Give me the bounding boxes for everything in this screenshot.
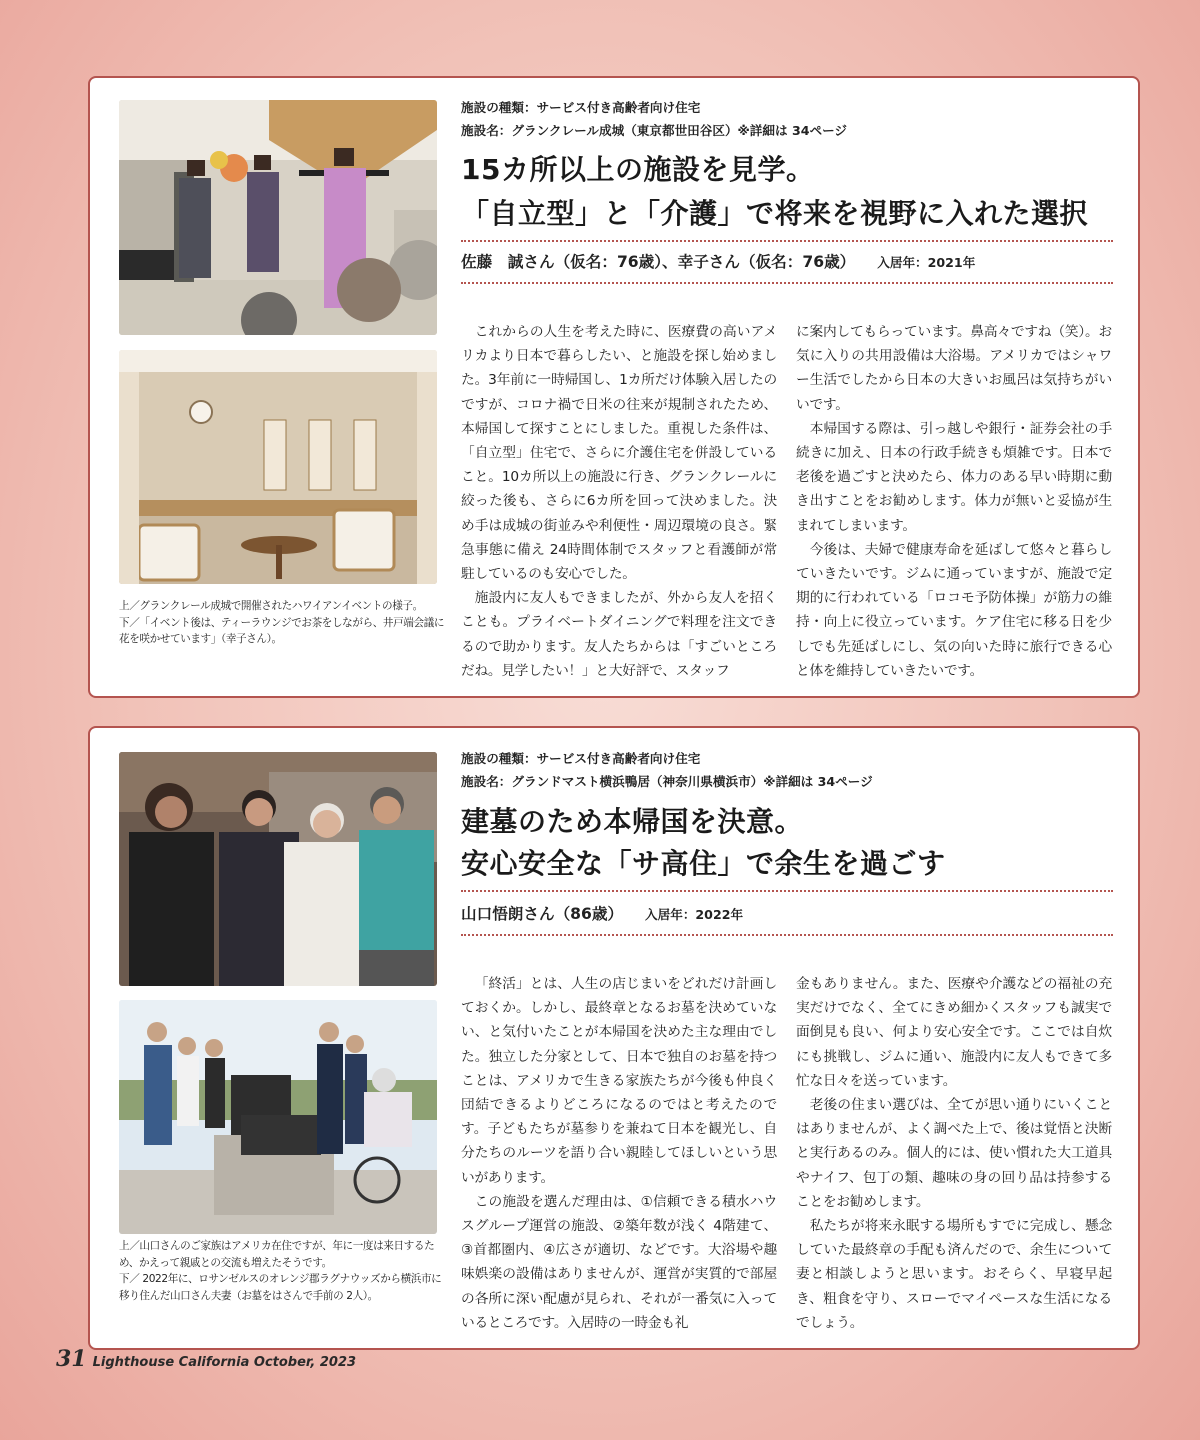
photo-caption: 上／山口さんのご家族はアメリカ在住ですが、年に一度は来日するため、かえって親戚との交流も増えたそうです。 下／ 2022年に、ロサンゼルスのオレンジ郡ラグナウッズから横浜市に移り住んだ山口さん夫妻（お墓をはさんで手前の 2人）。 [119,1240,442,1302]
resident-byline [461,902,743,924]
hawaiian-event-photo [119,100,437,335]
article-title-line1: 15カ所以上の施設を見学。 [461,153,815,186]
article-title-line2: 安心安全な「サ高住」で余生を過ごす [461,847,946,880]
facility-type: 施設の種類：サービス付き高齢者向け住宅 [461,751,701,766]
paragraph: に案内してもらっています。鼻高々ですね（笑）。お気に入りの共用設備は大浴場。アメリカではシャワー生活でしたから日本の大きいお風呂は気持ちがいいです。 [796,324,1112,413]
article-card-2 [88,726,1140,1350]
facility-type: 施設の種類：サービス付き高齢者向け住宅 [461,100,701,115]
page-number: 31 [56,1346,87,1372]
article-card-1 [88,76,1140,698]
body-column-1 [461,972,777,1335]
paragraph: 施設内に友人もできましたが、外から友人を招くことも。プライベートダイニングで料理を注文できるので助かります。友人たちからは「すごいところだね。見学したい！」と大好評で、スタッフ [461,590,777,679]
body-column-2 [796,972,1112,1335]
paragraph: 私たちが将来永眠する場所もすでに完成し、懸念していた最終章の手配も済んだので、余生について妻と相談しようと思います。おそらく、早寝早起き、粗食を守り、スローでマイペースな生活になるでしょう。 [796,1218,1112,1331]
divider [461,890,1113,892]
resident-byline [461,250,975,272]
move-in-year: 入居年：2022年 [645,907,744,922]
move-in-year: 入居年：2021年 [877,255,976,270]
paragraph: 今後は、夫婦で健康寿命を延ばして悠々と暮らしていきたいです。ジムに通っていますが、施設で定期的に行われている「ロコモ予防体操」が筋力の維持・向上に役立っています。ケア住宅に移る日を少しでも先延ばしにし、気の向いた時に旅行できる心と体を維持していきたいです。 [796,541,1112,679]
facility-name: 施設名：グランクレール成城（東京都世田谷区）※詳細は 34ページ [461,123,848,138]
paragraph: 本帰国する際は、引っ越しや銀行・証券会社の手続きに加え、日本の行政手続きも煩雑です。日本で老後を過ごすと決めたら、体力のある早い時期に動き出すことをお勧めします。体力が無いと妥協が生まれてしまいます。 [796,420,1112,534]
paragraph: 金もありません。また、医療や介護などの福祉の充実だけでなく、全てにきめ細かくスタッフも誠実で面倒見も良い、何より安心安全です。ここでは自炊にも挑戦し、ジムに通い、施設内に友人もできて多忙な日々を送っています。 [796,976,1112,1089]
article-title-line1: 建墓のため本帰国を決意。 [461,805,804,838]
paragraph: 「終活」とは、人生の店じまいをどれだけ計画しておくか。しかし、最終章となるお墓を決めていない、と気付いたことが本帰国を決めた主な理由でした。独立した分家として、日本で独自のお墓を持つことは、アメリカで生きる家族たちが今後も仲良く団結できるよりどころになるのではと考えたのです。子どもたちが墓参りを兼ねて日本を観光し、自分たちのルーツを語り合い親睦してほしいという思いがあります。 [461,976,777,1186]
divider [461,934,1113,936]
article-title-line2: 「自立型」と「介護」で将来を視野に入れた選択 [461,197,1089,230]
resident-names: 佐藤 誠さん（仮名：76歳）、幸子さん（仮名：76歳） [461,253,856,271]
family-photo [119,752,437,986]
paragraph: この施設を選んだ理由は、①信頼できる積水ハウスグループ運営の施設、②築年数が浅く 4階建て、③首都圏内、④広さが適切、などです。大浴場や趣味娯楽の設備はありませんが、運営が実質的で部屋の各所に深い配慮が見られ、それが一番気に入っているところです。入居時の一時金も礼 [461,1193,777,1331]
paragraph: これからの人生を考えた時に、医療費の高いアメリカより日本で暮らしたい、と施設を探し始めました。3年前に一時帰国し、1カ所だけ体験入居したのですが、コロナ禍で日米の往来が規制されたため、本帰国して探すことにしました。重視した条件は、「自立型」住宅で、さらに介護住宅を併設していること。10カ所以上の施設に行き、グランクレールに絞った後も、さらに6カ所を回って決めました。決め手は成城の街並みや利便性・周辺環境の良さ。緊急事態に備え 24時間体制でスタッフと看護師が常駐しているのも安心でした。 [461,324,777,583]
resident-names: 山口悟朗さん（86歳） [461,905,624,923]
page-footer [56,1346,356,1372]
tea-lounge-photo [119,350,437,584]
photo-caption: 上／グランクレール成城で開催されたハワイアンイベントの様子。 下／「イベント後は、ティーラウンジでお茶をしながら、井戸端会議に花を咲かせています」（幸子さん）。 [119,600,445,645]
facility-name: 施設名：グランドマスト横浜鴨居（神奈川県横浜市）※詳細は 34ページ [461,774,873,789]
magazine-name: Lighthouse California October, 2023 [92,1355,357,1370]
divider [461,240,1113,242]
body-column-1 [461,320,777,683]
divider [461,282,1113,284]
grave-photo [119,1000,437,1234]
body-column-2 [796,320,1112,683]
paragraph: 老後の住まい選びは、全てが思い通りにいくことはありませんが、よく調べた上で、後は覚悟と決断と実行あるのみ。個人的には、使い慣れた大工道具やナイフ、包丁の類、趣味の身の回り品は持参することをお勧めします。 [796,1097,1112,1210]
